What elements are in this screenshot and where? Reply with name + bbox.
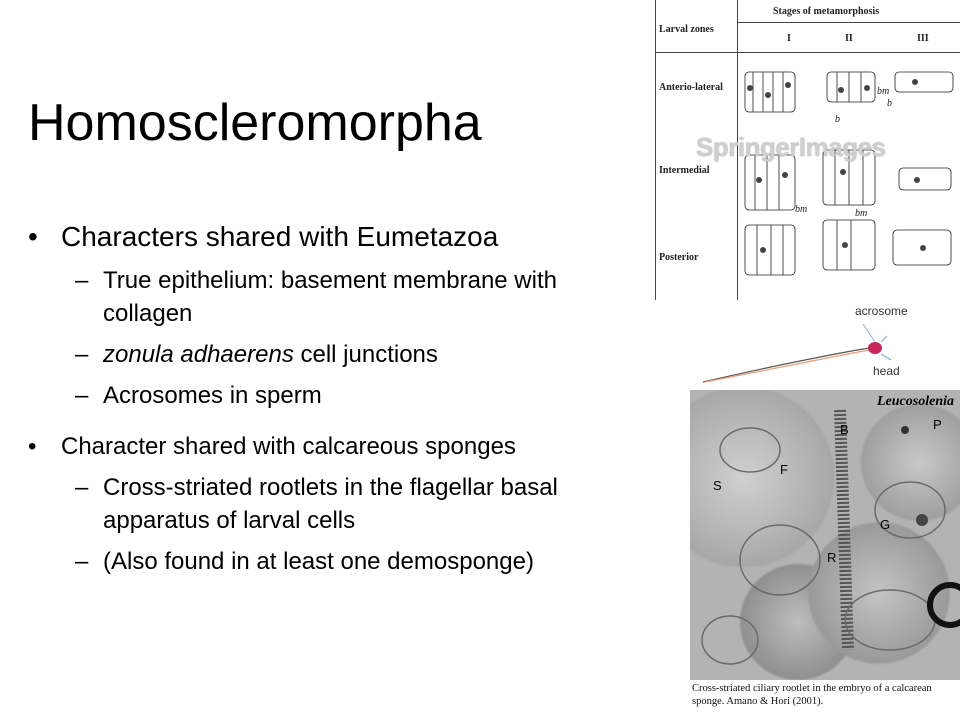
micrograph-label: B — [840, 422, 849, 437]
bullet-level2 — [28, 545, 643, 578]
bullet-text: Cross-striated rootlets in the flagellar basal apparatus of larval cells — [103, 474, 558, 534]
micrograph-texture — [690, 390, 960, 680]
sperm-diagram — [695, 300, 960, 385]
bullet-text: True epithelium: basement membrane with collagen — [103, 267, 557, 327]
micrograph-figure — [690, 390, 960, 720]
bullet-marker: • — [28, 221, 38, 252]
dash-marker: – — [75, 548, 89, 575]
micrograph-caption: Cross-striated ciliary rootlet in the embryo of a calcarean sponge. Amano & Hori (2001). — [692, 683, 932, 707]
sperm-drawing — [695, 300, 960, 385]
stage-label: III — [917, 33, 929, 44]
figure-label: bm — [877, 86, 890, 97]
bullet-level2 — [28, 338, 643, 371]
bullet-list — [28, 218, 668, 586]
head-label: head — [873, 364, 900, 378]
dash-marker: – — [75, 341, 89, 368]
figure-label: b — [887, 98, 892, 109]
dash-marker: – — [75, 474, 89, 501]
micrograph-label: G — [880, 517, 891, 532]
figure-label: bm — [795, 204, 808, 215]
springer-watermark: SpringerImages — [696, 132, 886, 162]
micrograph-label: S — [713, 478, 722, 493]
zones-header: Larval zones — [659, 24, 714, 35]
zone-label: Intermedial — [659, 165, 710, 176]
bullet-text: Acrosomes in sperm — [103, 382, 322, 409]
bullet-marker: • — [28, 433, 37, 460]
bullet-level2 — [28, 264, 643, 330]
bullet-text-italic: zonula adhaerens — [103, 341, 294, 368]
genus-label: Leucosolenia — [877, 394, 954, 409]
slide-title: Homoscleromorpha — [28, 94, 482, 152]
stage-label: I — [787, 33, 791, 44]
zone-label: Anterio-lateral — [659, 82, 723, 93]
bullet-text: Character shared with calcareous sponges — [61, 433, 516, 460]
micrograph-image — [690, 390, 960, 680]
micrograph-label: R — [827, 550, 837, 565]
bullet-level2 — [28, 379, 643, 412]
figure-label: bm — [855, 208, 868, 219]
bullet-level1 — [28, 218, 668, 256]
bullet-text: (Also found in at least one demosponge) — [103, 548, 534, 575]
zone-label: Posterior — [659, 252, 699, 263]
stage-label: II — [845, 33, 853, 44]
dash-marker: – — [75, 267, 89, 294]
stages-header: Stages of metamorphosis — [773, 6, 880, 17]
acrosome-label: acrosome — [855, 304, 908, 318]
figure-label: b — [835, 114, 840, 125]
bullet-text: Characters shared with Eumetazoa — [61, 221, 499, 252]
bullet-level1 — [28, 430, 561, 463]
dash-marker: – — [75, 382, 89, 409]
bullet-text: cell junctions — [293, 341, 438, 368]
micrograph-label: P — [933, 417, 942, 432]
bullet-level2 — [28, 471, 643, 537]
micrograph-label: F — [780, 462, 788, 477]
